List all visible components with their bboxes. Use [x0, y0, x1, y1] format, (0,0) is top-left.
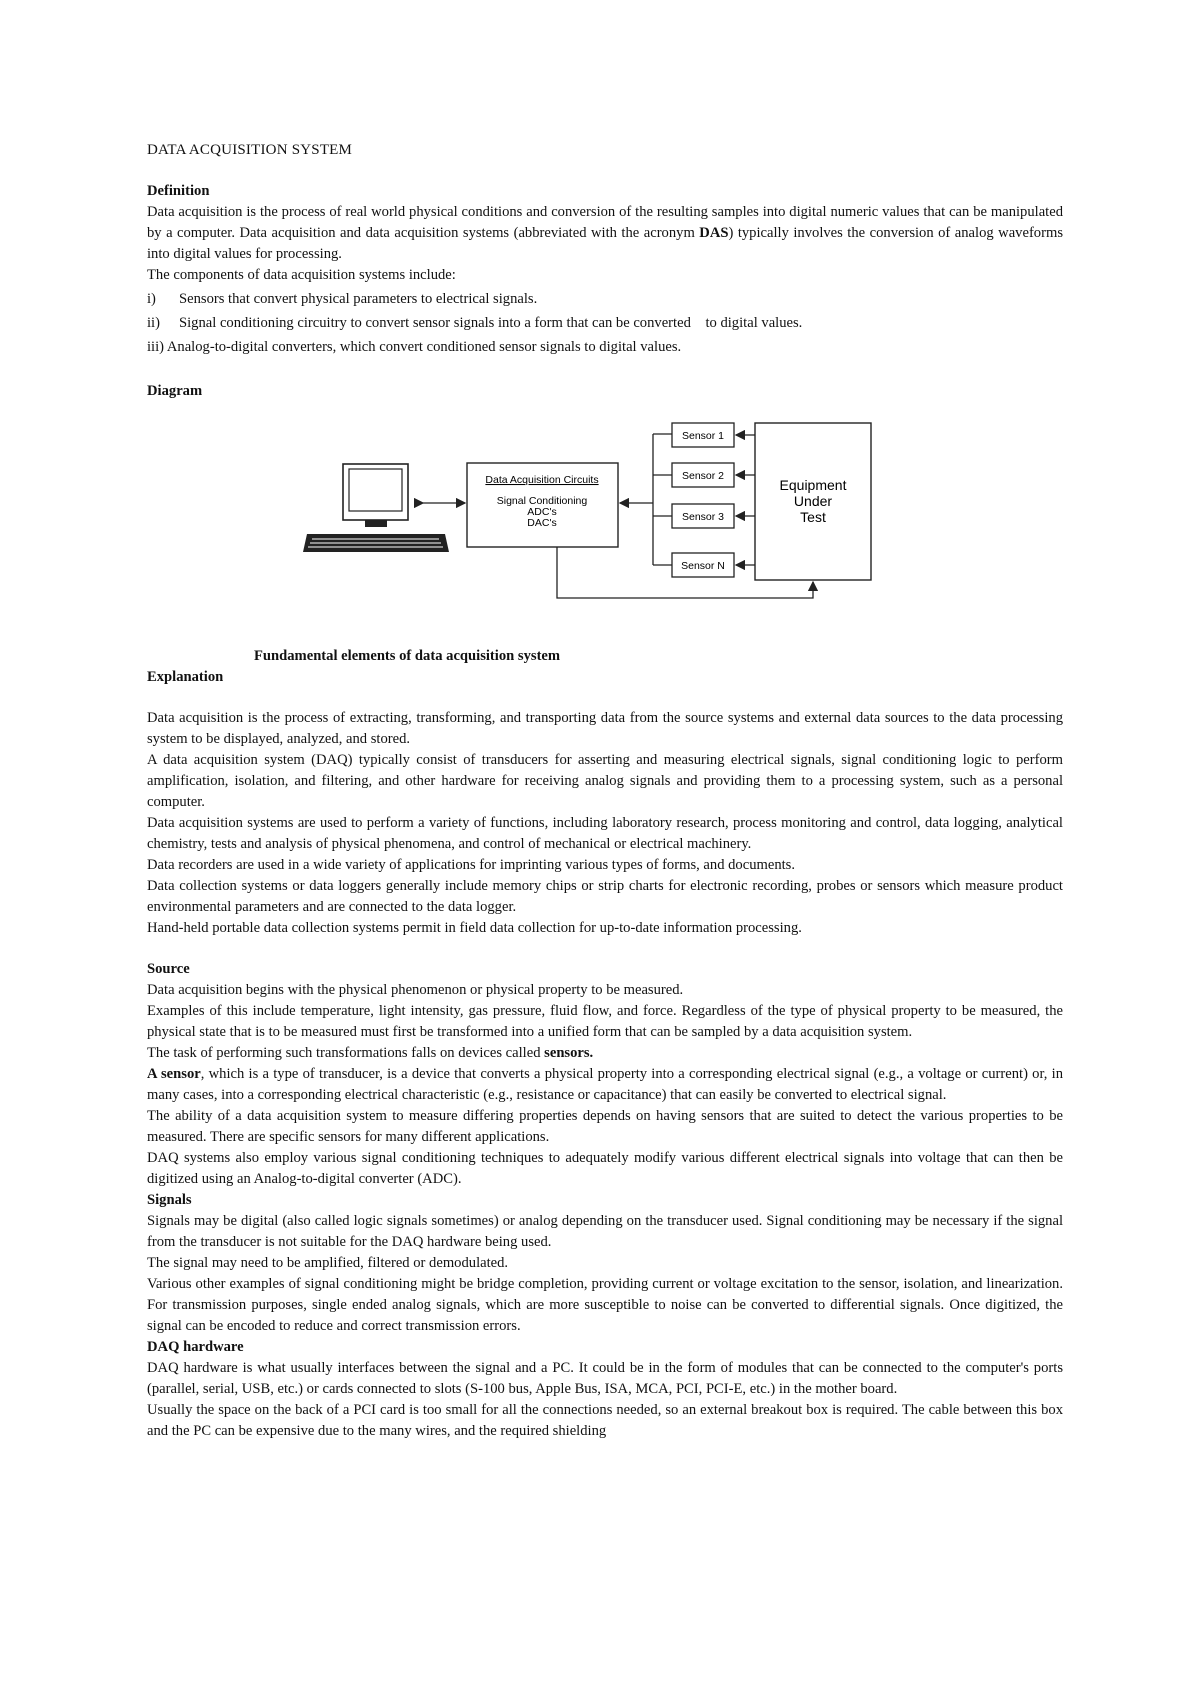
hardware-heading: DAQ hardware [147, 1339, 244, 1355]
definition-heading: Definition [147, 183, 210, 199]
components-intro: The components of data acquisition systems include: [147, 267, 456, 283]
source-paragraph: Examples of this include temperature, light intensity, gas pressure, fluid flow, and force. Regardless of the type of physical property to be measured, the physical state that is to be measured must first be transformed into a unified form that can be sampled by a data acquisition system. [147, 1003, 1063, 1040]
signals-paragraph: The signal may need to be amplified, filtered or demodulated. [147, 1255, 509, 1271]
computer-icon [303, 464, 449, 552]
signals-paragraph: Various other examples of signal conditioning might be bridge completion, providing current or voltage excitation to the sensor, isolation, and linearization. For transmission purposes, single ended analog signals, which are more susceptible to noise can be converted to differential signals. Once digitized, the signal can be encoded to reduce and correct transmission errors. [147, 1276, 1063, 1334]
list-item: iii) Analog-to-digital converters, which convert conditioned sensor signals to digital values. [147, 339, 682, 355]
sensor-label: Sensor 1 [681, 430, 725, 442]
explanation-paragraph: Data collection systems or data loggers generally include memory chips or strip charts for electronic recording, probes or sensors which measure product environmental parameters and are connected to the data logger. [147, 878, 1063, 915]
source-paragraph: Data acquisition begins with the physical phenomenon or physical property to be measured. [147, 982, 684, 998]
signals-heading: Signals [147, 1192, 192, 1208]
explanation-paragraph: Data recorders are used in a wide variety of applications for imprinting various types of forms, and documents. [147, 857, 796, 873]
daq-box-line3: DAC's [527, 517, 557, 529]
list-item: i) Sensors that convert physical parameters to electrical signals. [147, 291, 538, 307]
sensor-label: Sensor 2 [681, 470, 725, 482]
explanation-paragraph: A data acquisition system (DAQ) typically consist of transducers for asserting and measuring electrical signals, signal conditioning logic to perform amplification, isolation, and filtering, and other hardware for receiving analog signals and providing them to a processing system, such as a personal computer. [147, 752, 1063, 810]
daq-box-line2: ADC's [527, 506, 557, 518]
list-item: ii) Signal conditioning circuitry to convert sensor signals into a form that can be converted to digital values. [147, 315, 803, 331]
daq-box-title: Data Acquisition Circuits [485, 474, 599, 486]
explanation-paragraph: Data acquisition is the process of extracting, transforming, and transporting data from the source systems and external data sources to the data processing system to be displayed, analyzed, and stored. [147, 710, 1063, 747]
source-paragraph: DAQ systems also employ various signal conditioning techniques to adequately modify various different electrical signals into voltage that can then be digitized using an Analog-to-digital converter (ADC). [147, 1150, 1063, 1187]
source-heading: Source [147, 961, 190, 977]
explanation-paragraph: Data acquisition systems are used to perform a variety of functions, including laboratory research, process monitoring and control, data logging, analytical chemistry, tests and analysis of physical phenomena, and control of mechanical or electrical machinery. [147, 815, 1063, 852]
source-paragraph: A sensor, which is a type of transducer, is a device that converts a physical property into a corresponding electrical signal (e.g., a voltage or current) or, in many cases, into a corresponding electrical characteristic (e.g., resistance or capacitance) that can easily be converted to electrical signal. [147, 1066, 1063, 1103]
document-title: DATA ACQUISITION SYSTEM [147, 142, 353, 158]
sensor-label: Sensor N [681, 560, 725, 572]
sensor-label: Sensor 3 [681, 511, 725, 523]
diagram-caption: Fundamental elements of data acquisition system [254, 648, 561, 664]
equipment-line2: Under [793, 493, 833, 509]
daq-block-diagram [147, 402, 1063, 640]
equipment-line3: Test [800, 509, 826, 525]
document-page [147, 140, 1063, 1442]
hardware-paragraph: DAQ hardware is what usually interfaces between the signal and a PC. It could be in the form of modules that can be connected to the computer's ports (parallel, serial, USB, etc.) or cards connected to slots (S-100 bus, Apple Bus, ISA, MCA, PCI, PCI-E, etc.) in the mother board. [147, 1360, 1063, 1397]
signals-paragraph: Signals may be digital (also called logic signals sometimes) or analog depending on the transducer used. Signal conditioning may be necessary if the signal from the transducer is not suitable for the DAQ hardware being used. [147, 1213, 1063, 1250]
source-paragraph: The task of performing such transformations falls on devices called sensors. [147, 1045, 594, 1061]
definition-paragraph: Data acquisition is the process of real world physical conditions and conversion of the resulting samples into digital numeric values that can be manipulated by a computer. Data acquisition and data acquisition systems (abbreviated with the acronym DAS) typically involves the conversion of analog waveforms into digital values for processing. [147, 204, 1063, 262]
hardware-paragraph: Usually the space on the back of a PCI card is too small for all the connections needed, so an external breakout box is required. The cable between this box and the PC can be expensive due to the many wires, and the required shielding [147, 1402, 1063, 1439]
diagram-heading: Diagram [147, 383, 203, 399]
source-paragraph: The ability of a data acquisition system to measure differing properties depends on having sensors that are suited to detect the various properties to be measured. There are specific sensors for many different applications. [147, 1108, 1063, 1145]
explanation-paragraph: Hand-held portable data collection systems permit in field data collection for up-to-date information processing. [147, 920, 802, 936]
diagram-svg [147, 402, 1063, 640]
explanation-heading: Explanation [147, 669, 224, 685]
equipment-line1: Equipment [779, 477, 847, 493]
daq-box-line1: Signal Conditioning [496, 495, 588, 507]
